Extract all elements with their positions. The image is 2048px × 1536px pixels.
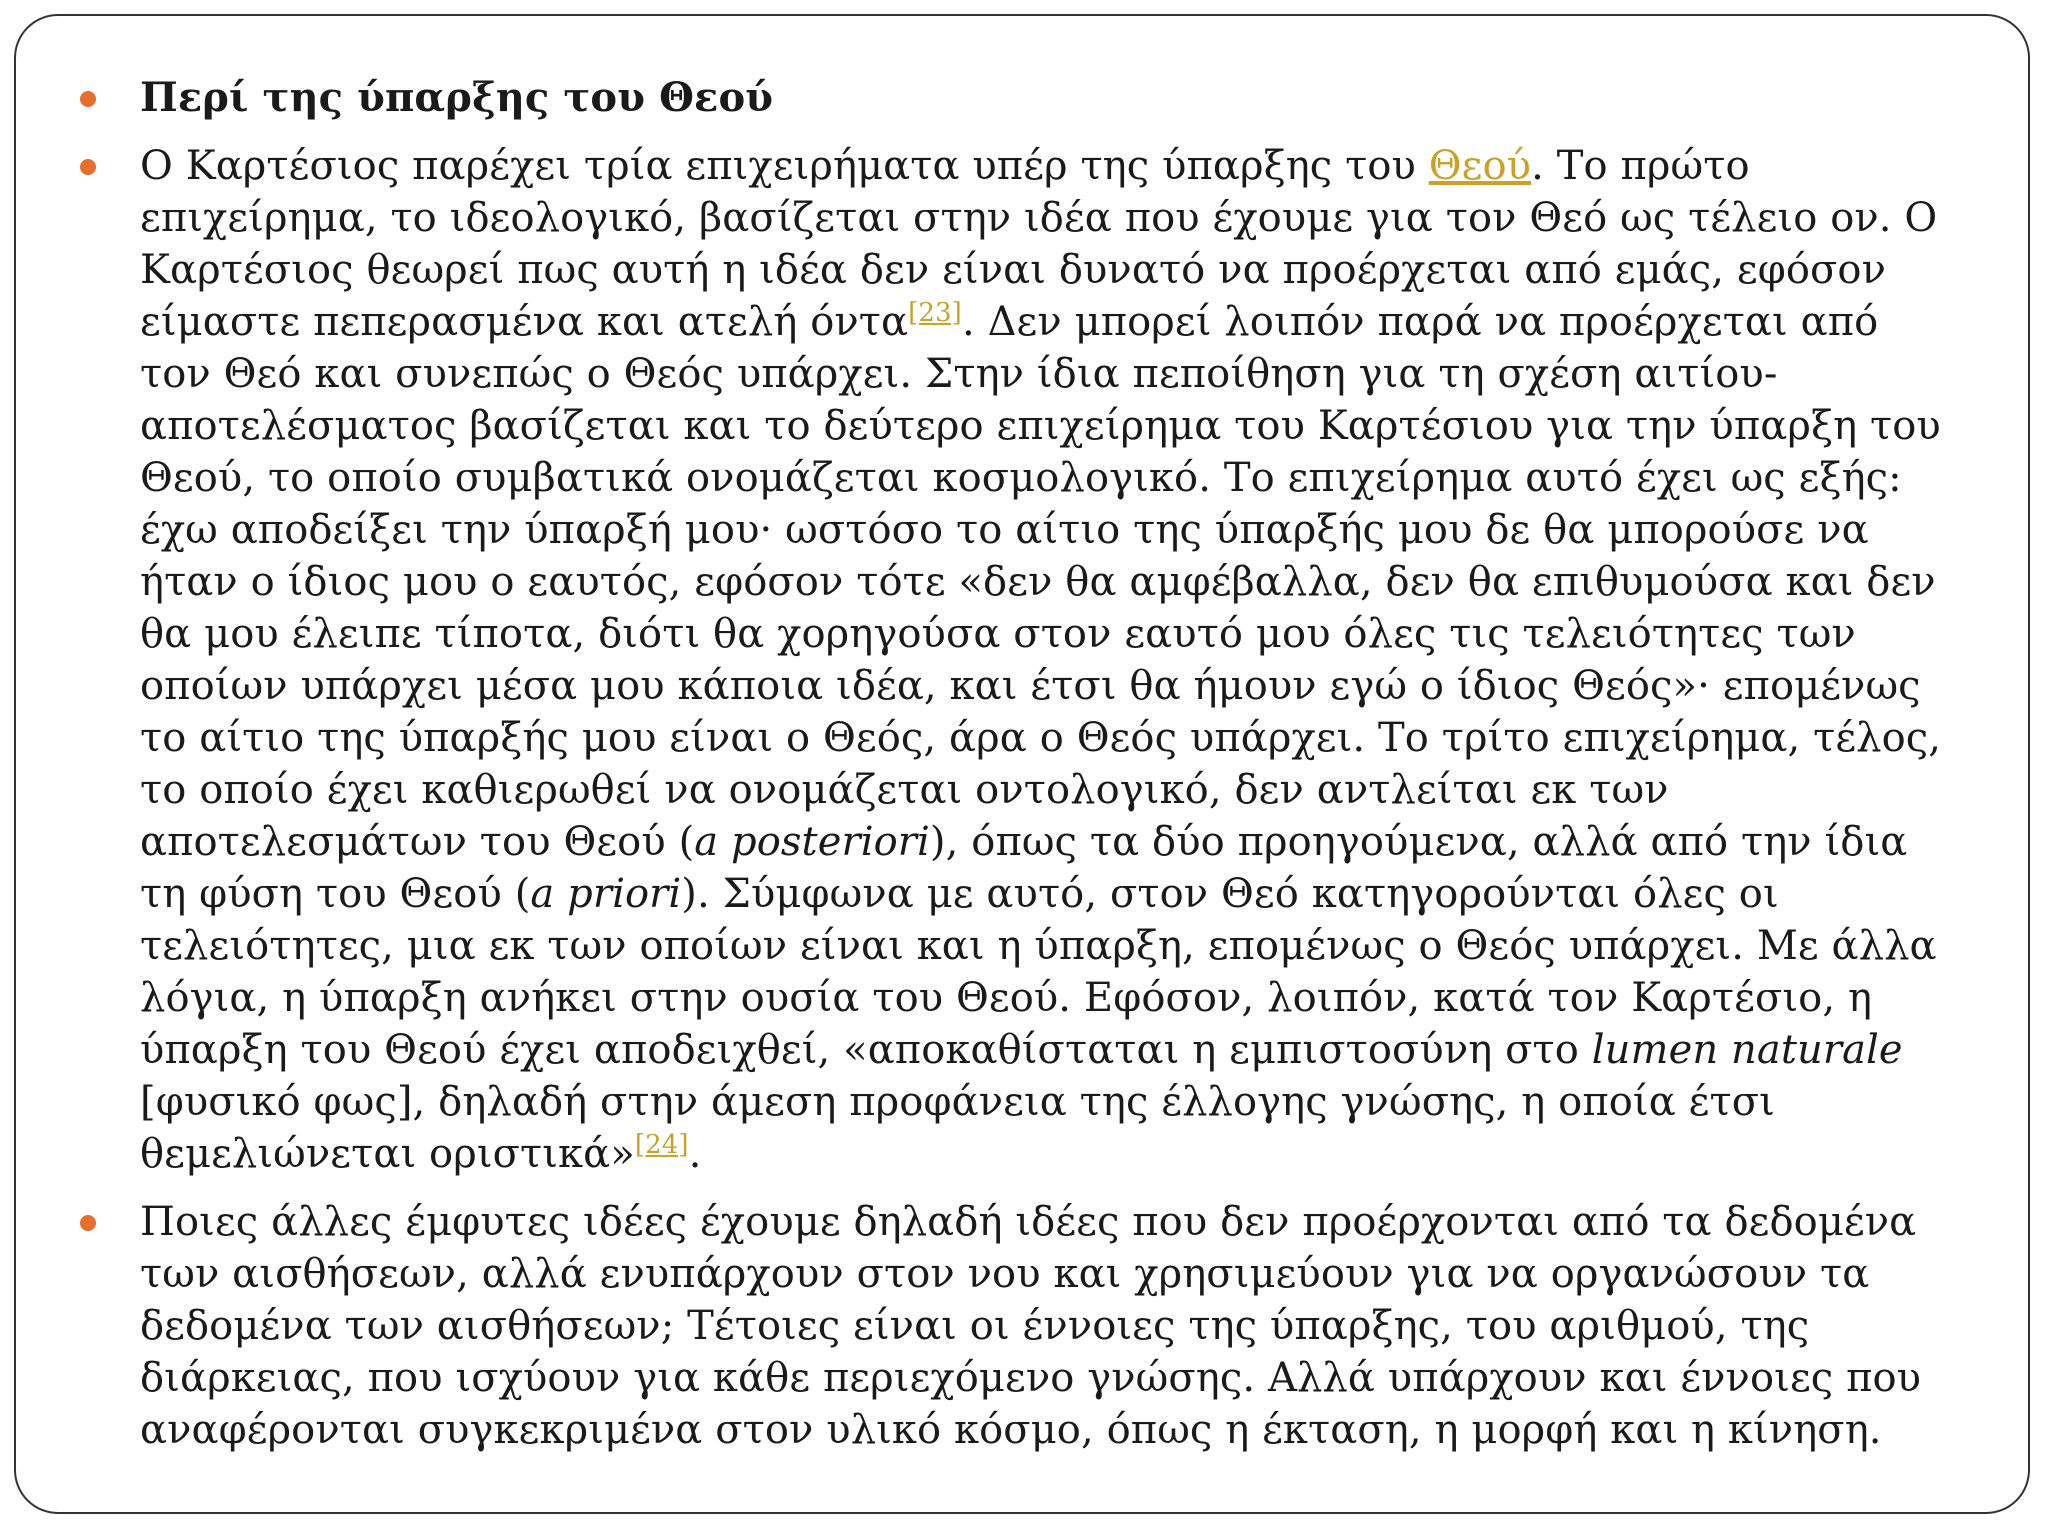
slide-content <box>80 72 1980 1472</box>
italic-a-posteriori: a posteriori <box>694 819 930 865</box>
text-line: Θεού, το οποίο συμβατικά ονομάζεται κοσμολογικό. Το επιχείρημα αυτό έχει ως εξής: <box>140 455 1902 501</box>
italic-a-priori: a priori <box>530 871 682 917</box>
text-run: . Δεν μπορεί λοιπόν παρά να προέρχεται από <box>961 299 1879 345</box>
bullet-dot-icon <box>80 91 96 107</box>
text-line: Ποιες άλλες έμφυτες ιδέες έχουμε δηλαδή ιδέες που δεν προέρχονται από τα δεδομένα <box>140 1199 1917 1245</box>
text-line: αποτελέσματος βασίζεται και το δεύτερο επιχείρημα του Καρτέσιου για την ύπαρξη του <box>140 403 1941 449</box>
text-line: λόγια, η ύπαρξη ανήκει στην ουσία του Θεού. Εφόσον, λοιπόν, κατά τον Καρτέσιο, η <box>140 975 1873 1021</box>
text-run: . Το πρώτο <box>1531 143 1750 189</box>
text-run: ύπαρξη του Θεού έχει αποδειχθεί, «αποκαθίσταται η εμπιστοσύνη στο <box>140 1027 1592 1073</box>
text-line: θα μου έλειπε τίποτα, διότι θα χορηγούσα στον εαυτό μου όλες τις τελειότητες των <box>140 611 1856 657</box>
text-line: το οποίο έχει καθιερωθεί να ονομάζεται οντολογικό, δεν αντλείται εκ των <box>140 767 1669 813</box>
bullet-heading <box>80 72 1980 124</box>
text-line: αναφέρονται συγκεκριμένα στον υλικό κόσμο, όπως η έκταση, η μορφή και η κίνηση. <box>140 1407 1882 1453</box>
text-line: των αισθήσεων, αλλά ενυπάρχουν στον νου και χρησιμεύουν για να οργανώσουν τα <box>140 1251 1870 1297</box>
footnote-ref-23[interactable]: [23] <box>908 298 962 328</box>
text-run: είμαστε πεπερασμένα και ατελή όντα <box>140 299 909 345</box>
text-line <box>140 1024 1980 1076</box>
link-theou[interactable]: Θεού <box>1428 143 1532 189</box>
text-line <box>140 1128 1980 1180</box>
text-run: ), όπως τα δύο προηγούμενα, αλλά από την ίδια <box>929 819 1908 865</box>
text-run: θεμελιώνεται οριστικά» <box>140 1131 635 1177</box>
text-line <box>140 868 1980 920</box>
text-run: τη φύση του Θεού ( <box>140 871 531 917</box>
bullet-dot-icon <box>80 1215 96 1231</box>
text-line <box>140 140 1980 192</box>
bullet-innate-ideas <box>80 1196 1980 1456</box>
text-run: ). Σύμφωνα με αυτό, στον Θεό κατηγορούνται όλες οι <box>681 871 1779 917</box>
text-line: τον Θεό και συνεπώς ο Θεός υπάρχει. Στην ίδια πεποίθηση για τη σχέση αιτίου- <box>140 351 1778 397</box>
text-run: αποτελεσμάτων του Θεού ( <box>140 819 695 865</box>
text-line: δεδομένα των αισθήσεων; Τέτοιες είναι οι έννοιες της ύπαρξης, του αριθμού, της <box>140 1303 1810 1349</box>
text-line: Καρτέσιος θεωρεί πως αυτή η ιδέα δεν είναι δυνατό να προέρχεται από εμάς, εφόσον <box>140 247 1887 293</box>
footnote-ref-24[interactable]: [24] <box>634 1130 689 1160</box>
text-line: διάρκειας, που ισχύουν για κάθε περιεχόμενο γνώσης. Αλλά υπάρχουν και έννοιες που <box>140 1355 1922 1401</box>
text-run: . <box>688 1131 702 1177</box>
text-line: έχω αποδείξει την ύπαρξή μου· ωστόσο το αίτιο της ύπαρξής μου δε θα μπορούσε να <box>140 507 1869 553</box>
text-line: τελειότητες, μια εκ των οποίων είναι και η ύπαρξη, επομένως ο Θεός υπάρχει. Με άλλα <box>140 923 1937 969</box>
bullet-arguments <box>80 140 1980 1180</box>
italic-lumen-naturale: lumen naturale <box>1591 1027 1903 1073</box>
text-line: επιχείρημα, το ιδεολογικό, βασίζεται στην ιδέα που έχουμε για τον Θεό ως τέλειο ον. Ο <box>140 195 1938 241</box>
text-line: οποίων υπάρχει μέσα μου κάποια ιδέα, και έτσι θα ήμουν εγώ ο ίδιος Θεός»· επομένως <box>140 663 1921 709</box>
text-line: ήταν ο ίδιος μου ο εαυτός, εφόσον τότε «δεν θα αμφέβαλλα, δεν θα επιθυμούσα και δεν <box>140 559 1936 605</box>
section-title: Περί της ύπαρξης του Θεού <box>140 74 774 121</box>
text-line: [φυσικό φως], δηλαδή στην άμεση προφάνεια της έλλογης γνώσης, η οποία έτσι <box>140 1079 1775 1125</box>
text-line <box>140 296 1980 348</box>
text-run: Ο Καρτέσιος παρέχει τρία επιχειρήματα υπέρ της ύπαρξης του <box>140 143 1429 189</box>
text-line <box>140 816 1980 868</box>
bullet-dot-icon <box>80 159 96 175</box>
text-line: το αίτιο της ύπαρξής μου είναι ο Θεός, άρα ο Θεός υπάρχει. Το τρίτο επιχείρημα, τέλος, <box>140 715 1942 761</box>
